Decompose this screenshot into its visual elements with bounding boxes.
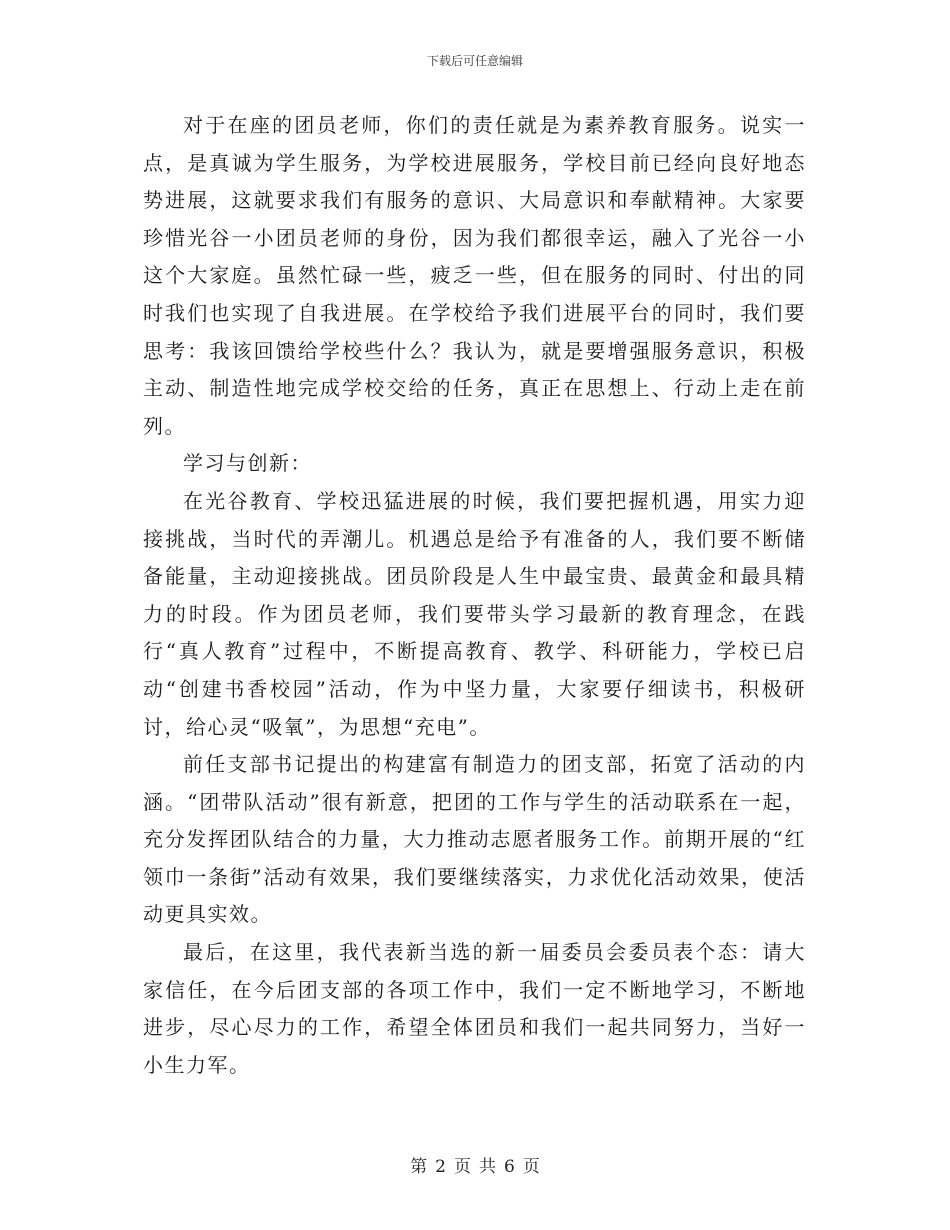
total-pages-number: 6 xyxy=(504,1157,515,1177)
page-header-note: 下载后可任意编辑 xyxy=(426,54,523,68)
paragraph-branch-activities: 前任支部书记提出的构建富有制造力的团支部，拓宽了活动的内涵。“团带队活动”很有新意，把团的工作与学生的活动联系在一起，充分发挥团队结合的力量，大力推动志愿者服务工作。前期开展的“红领巾一条街”活动有效果，我们要继续落实，力求优化活动效果，使活动更具实效。 xyxy=(143,752,806,927)
total-unit: 页 xyxy=(522,1157,540,1177)
current-page-number: 2 xyxy=(435,1157,446,1177)
paragraph-service-responsibility: 对于在座的团员老师，你们的责任就是为素养教育服务。说实一点，是真诚为学生服务，为学校进展服务，学校目前已经向良好地态势进展，这就要求我们有服务的意识、大局意识和奉献精神。大家要珍惜光谷一小团员老师的身份，因为我们都很幸运，融入了光谷一小这个大家庭。虽然忙碌一些，疲乏一些，但在服务的同时、付出的同时我们也实现了自我进展。在学校给予我们进展平台的同时，我们要思考：我该回馈给学校些什么？我认为，就是要增强服务意识，积极主动、制造性地完成学校交给的任务，真正在思想上、行动上走在前列。 xyxy=(143,113,806,438)
page-label-unit: 页 xyxy=(454,1157,471,1177)
paragraph-opportunity-challenge: 在光谷教育、学校迅猛进展的时候，我们要把握机遇，用实力迎接挑战，当时代的弄潮儿。机遇总是给予有准备的人，我们要不断储备能量，主动迎接挑战。团员阶段是人生中最宝贵、最黄金和最具精力的时段。作为团员老师，我们要带头学习最新的教育理念，在践行“真人教育”过程中，不断提高教育、教学、科研能力，学校已启动“创建书香校园”活动，作为中坚力量，大家要仔细读书，积极研讨，给心灵“吸氧”，为思想“充电”。 xyxy=(143,488,806,739)
total-label: 共 xyxy=(479,1157,496,1177)
page-label-prefix: 第 xyxy=(410,1157,428,1177)
section-heading-learning-innovation: 学习与创新： xyxy=(183,451,312,476)
paragraph-closing-pledge: 最后，在这里，我代表新当选的新一届委员会委员表个态：请大家信任，在今后团支部的各项工作中，我们一定不断地学习，不断地进步，尽心尽力的工作，希望全体团员和我们一起共同努力，当好一小生力军。 xyxy=(143,940,806,1077)
page-number-footer xyxy=(0,1156,950,1178)
document-body xyxy=(143,107,806,1084)
